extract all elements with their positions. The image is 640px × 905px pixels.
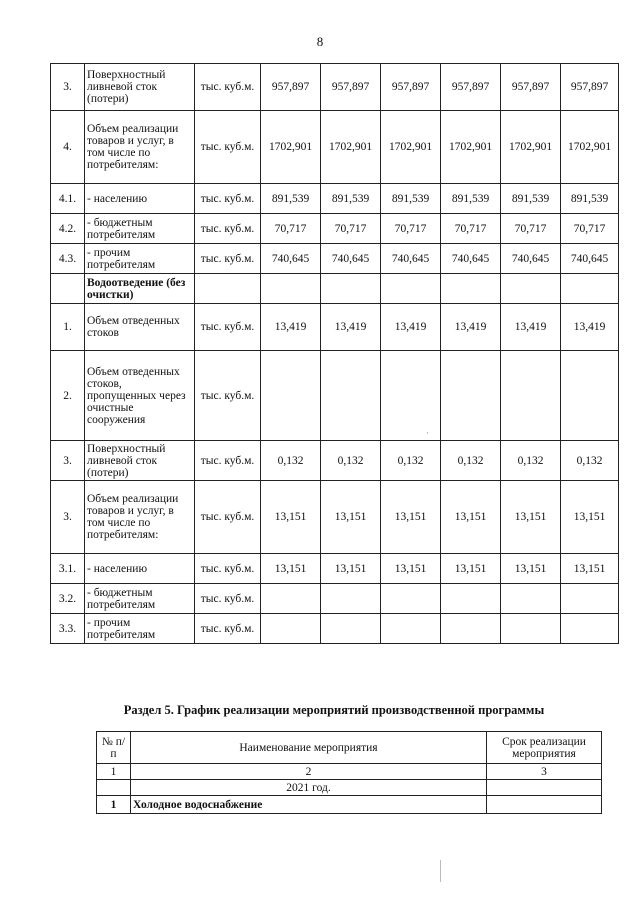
value-cell: 13,151 [501, 481, 561, 554]
value-cell [441, 614, 501, 644]
value-cell: 1702,901 [561, 111, 619, 184]
row-unit: тыс. куб.м. [195, 184, 261, 214]
value-cell: 891,539 [261, 184, 321, 214]
value-cell: 891,539 [501, 184, 561, 214]
value-cell: 891,539 [321, 184, 381, 214]
value-cell: 13,151 [501, 554, 561, 584]
table-row [51, 304, 619, 351]
value-cell [261, 614, 321, 644]
value-cell: 891,539 [441, 184, 501, 214]
value-cell: 1702,901 [441, 111, 501, 184]
value-cell [321, 614, 381, 644]
value-cell [321, 351, 381, 441]
table-row [51, 214, 619, 244]
table-row [51, 614, 619, 644]
value-cell [501, 351, 561, 441]
indicators-table [50, 63, 619, 644]
value-cell: 957,897 [441, 64, 501, 111]
value-cell: 13,151 [561, 481, 619, 554]
row-name: - прочим потребителям [85, 244, 195, 274]
value-cell [561, 584, 619, 614]
value-cell: 891,539 [381, 184, 441, 214]
value-cell: 740,645 [321, 244, 381, 274]
table-row [51, 441, 619, 481]
index-cell: 3 [487, 764, 602, 780]
row-number: 2. [51, 351, 85, 441]
value-cell [441, 584, 501, 614]
value-cell [501, 584, 561, 614]
row-unit: тыс. куб.м. [195, 481, 261, 554]
value-cell: 1702,901 [321, 111, 381, 184]
value-cell: 13,151 [261, 554, 321, 584]
row-number: 1. [51, 304, 85, 351]
year-cell: 2021 год. [131, 780, 487, 796]
value-cell: 740,645 [261, 244, 321, 274]
row-unit: тыс. куб.м. [195, 304, 261, 351]
row-number: 3.1. [51, 554, 85, 584]
col-num-header: № п/п [97, 732, 131, 764]
row-unit: тыс. куб.м. [195, 554, 261, 584]
value-cell: 70,717 [381, 214, 441, 244]
value-cell: 0,132 [381, 441, 441, 481]
col-term-header: Срок реализации мероприятия [487, 732, 602, 764]
schedule-table [96, 731, 602, 814]
value-cell: 891,539 [561, 184, 619, 214]
row-number: 4.3. [51, 244, 85, 274]
empty-cell [441, 274, 501, 304]
table-row [51, 244, 619, 274]
index-cell: 2 [131, 764, 487, 780]
index-cell: 1 [97, 764, 131, 780]
empty-cell [51, 274, 85, 304]
section5-title: Раздел 5. График реализации мероприятий производственной программы [123, 703, 545, 717]
value-cell: 13,419 [261, 304, 321, 351]
value-cell: 957,897 [381, 64, 441, 111]
empty-cell [261, 274, 321, 304]
row-unit: тыс. куб.м. [195, 244, 261, 274]
value-cell: 13,419 [441, 304, 501, 351]
value-cell: 0,132 [561, 441, 619, 481]
table-row [51, 584, 619, 614]
value-cell: 957,897 [501, 64, 561, 111]
page-number: 8 [316, 34, 324, 49]
section-row [51, 274, 619, 304]
row-number: 3.2. [51, 584, 85, 614]
schedule-header-row [97, 732, 602, 764]
schedule-item-row [97, 796, 602, 814]
value-cell: 13,151 [441, 554, 501, 584]
value-cell: 70,717 [261, 214, 321, 244]
row-name: - населению [85, 184, 195, 214]
row-unit: тыс. куб.м. [195, 64, 261, 111]
empty-cell [321, 274, 381, 304]
row-number: 4.2. [51, 214, 85, 244]
empty-cell [561, 274, 619, 304]
value-cell: 0,132 [441, 441, 501, 481]
value-cell: 957,897 [261, 64, 321, 111]
value-cell: 70,717 [561, 214, 619, 244]
value-cell: 1702,901 [501, 111, 561, 184]
row-name: Объем реализации товаров и услуг, в том числе по потребителям: [85, 481, 195, 554]
row-number: 4.1. [51, 184, 85, 214]
value-cell [261, 351, 321, 441]
row-name: Объем отведенных стоков, пропущенных через очистные сооружения [85, 351, 195, 441]
row-name: - бюджетным потребителям [85, 584, 195, 614]
value-cell [501, 614, 561, 644]
value-cell: 0,132 [501, 441, 561, 481]
value-cell [381, 351, 441, 441]
empty-cell [381, 274, 441, 304]
value-cell: 13,419 [381, 304, 441, 351]
row-name: - бюджетным потребителям [85, 214, 195, 244]
value-cell: 13,419 [501, 304, 561, 351]
value-cell: 13,151 [381, 554, 441, 584]
row-number: 4. [51, 111, 85, 184]
value-cell [561, 614, 619, 644]
value-cell: 740,645 [441, 244, 501, 274]
schedule-year-row [97, 780, 602, 796]
table-row [51, 184, 619, 214]
value-cell: 13,151 [261, 481, 321, 554]
value-cell: 0,132 [261, 441, 321, 481]
row-number: 3.3. [51, 614, 85, 644]
value-cell: 740,645 [501, 244, 561, 274]
value-cell: 740,645 [381, 244, 441, 274]
item-name: Холодное водоснабжение [131, 796, 487, 814]
value-cell [261, 584, 321, 614]
value-cell [381, 584, 441, 614]
value-cell [561, 351, 619, 441]
col-name-header: Наименование мероприятия [131, 732, 487, 764]
value-cell: 1702,901 [381, 111, 441, 184]
table-row [51, 111, 619, 184]
row-name: - населению [85, 554, 195, 584]
empty-cell [97, 780, 131, 796]
empty-cell [501, 274, 561, 304]
value-cell: 70,717 [501, 214, 561, 244]
value-cell [441, 351, 501, 441]
empty-cell [487, 796, 602, 814]
row-unit: тыс. куб.м. [195, 441, 261, 481]
value-cell: 1702,901 [261, 111, 321, 184]
table-row [51, 64, 619, 111]
item-num: 1 [97, 796, 131, 814]
value-cell: 70,717 [441, 214, 501, 244]
section-heading: Водоотведение (без очистки) [85, 274, 195, 304]
value-cell: 70,717 [321, 214, 381, 244]
value-cell: 740,645 [561, 244, 619, 274]
row-name: Объем реализации товаров и услуг, в том числе по потребителям: [85, 111, 195, 184]
value-cell: 13,151 [561, 554, 619, 584]
row-number: 3. [51, 481, 85, 554]
row-name: Поверхностный ливневой сток (потери) [85, 441, 195, 481]
value-cell [321, 584, 381, 614]
value-cell [381, 614, 441, 644]
row-number: 3. [51, 64, 85, 111]
value-cell: 13,419 [321, 304, 381, 351]
scan-mark [440, 860, 441, 882]
empty-cell [195, 274, 261, 304]
table-row [51, 481, 619, 554]
value-cell: 13,419 [561, 304, 619, 351]
value-cell: 957,897 [321, 64, 381, 111]
value-cell: 13,151 [441, 481, 501, 554]
value-cell: 13,151 [381, 481, 441, 554]
row-name: - прочим потребителям [85, 614, 195, 644]
row-name: Объем отведенных стоков [85, 304, 195, 351]
table-row [51, 554, 619, 584]
row-unit: тыс. куб.м. [195, 584, 261, 614]
value-cell: 13,151 [321, 554, 381, 584]
value-cell: 13,151 [321, 481, 381, 554]
row-unit: тыс. куб.м. [195, 111, 261, 184]
schedule-index-row [97, 764, 602, 780]
row-unit: тыс. куб.м. [195, 214, 261, 244]
scan-dot: · [426, 428, 429, 438]
value-cell: 957,897 [561, 64, 619, 111]
empty-cell [487, 780, 602, 796]
row-number: 3. [51, 441, 85, 481]
row-name: Поверхностный ливневой сток (потери) [85, 64, 195, 111]
table-row [51, 351, 619, 441]
value-cell: 0,132 [321, 441, 381, 481]
row-unit: тыс. куб.м. [195, 351, 261, 441]
row-unit: тыс. куб.м. [195, 614, 261, 644]
